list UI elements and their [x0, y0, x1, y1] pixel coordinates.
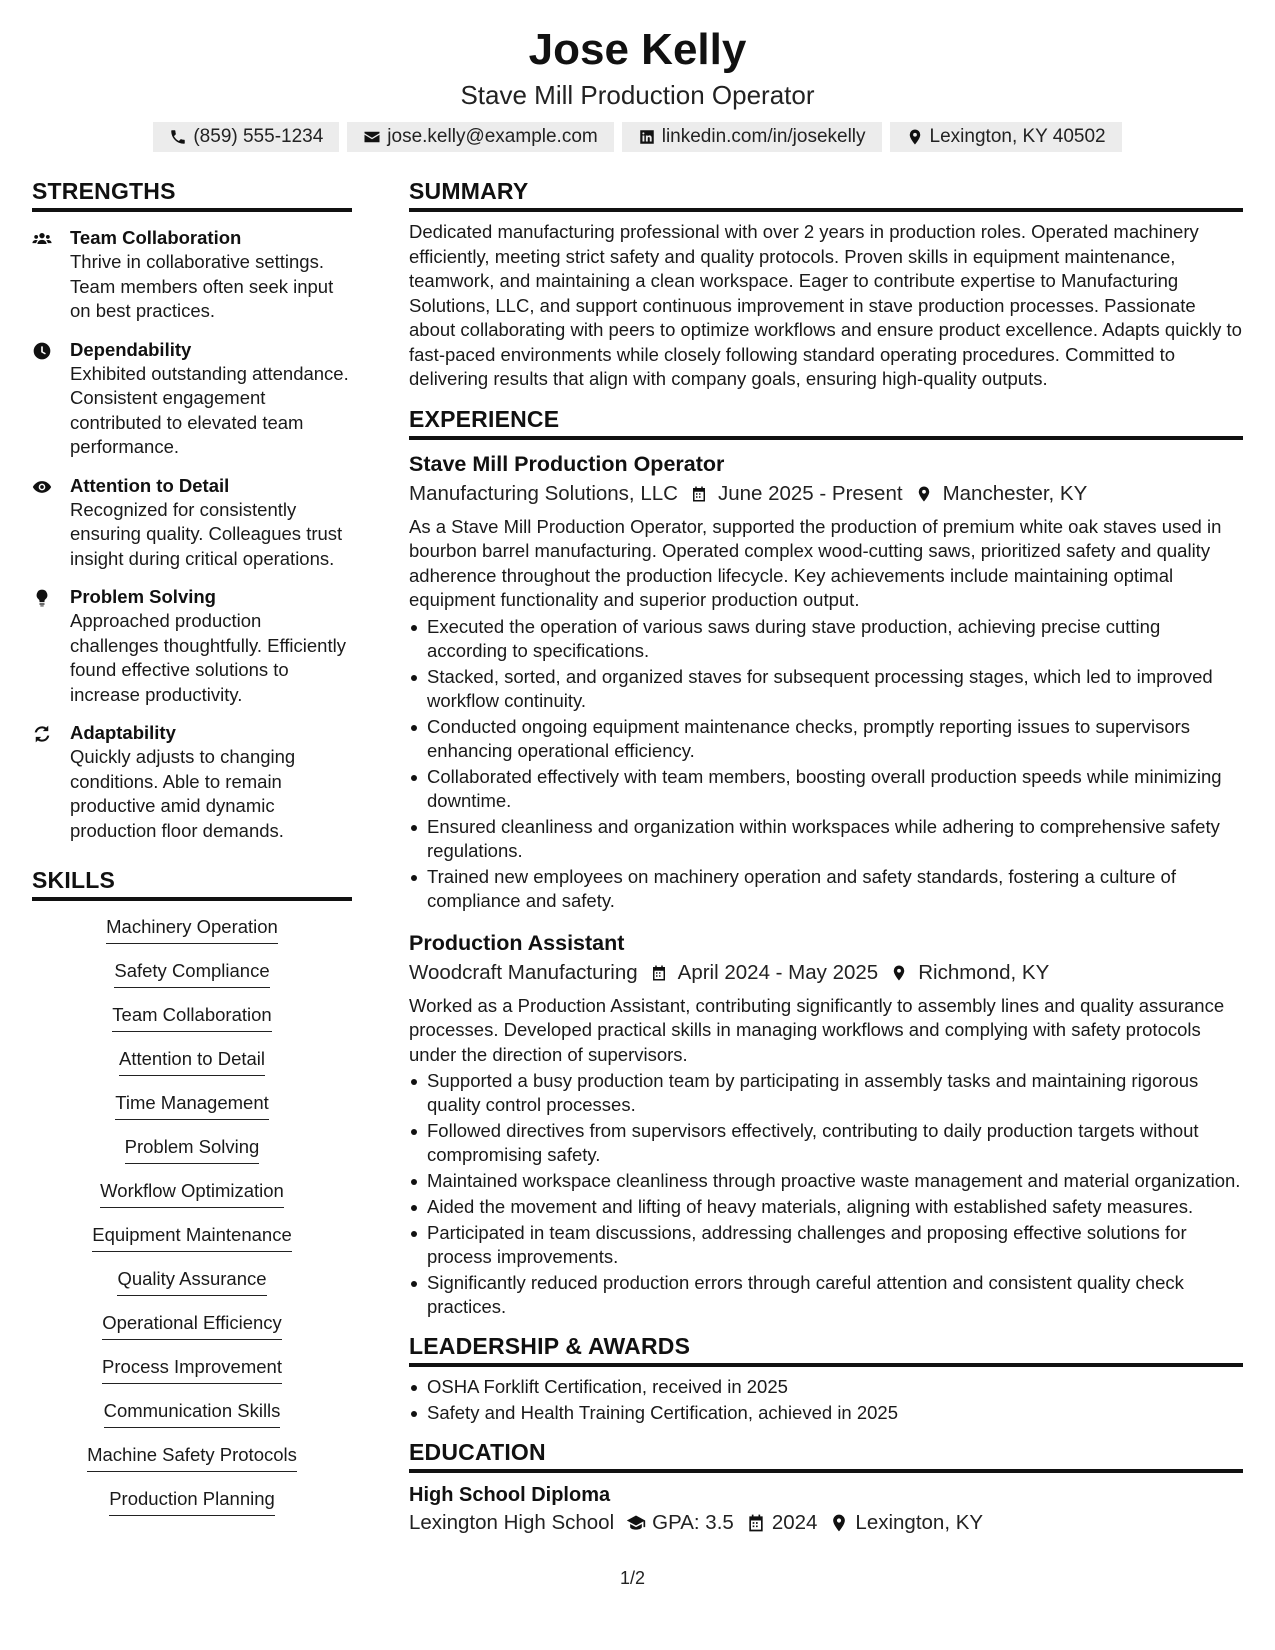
skill-tag: Process Improvement: [102, 1355, 282, 1384]
candidate-title: Stave Mill Production Operator: [460, 80, 815, 110]
skill-tag: Equipment Maintenance: [92, 1223, 292, 1252]
page-number: 1/2: [620, 1568, 646, 1588]
job-bullet: Conducted ongoing equipment maintenance checks, promptly reporting issues to supervisors enhancing operational efficiency.: [409, 715, 1243, 763]
strength-title: Attention to Detail: [70, 474, 230, 496]
job-company: Manufacturing Solutions, LLC: [409, 481, 678, 505]
clock-icon: [32, 341, 52, 361]
job-bullet: Collaborated effectively with team members, boosting overall production speeds while minimizing downtime.: [409, 765, 1243, 813]
education-year: 2024: [771, 1511, 818, 1534]
skill-tag: Time Management: [115, 1091, 269, 1120]
education-school: Lexington High School: [409, 1511, 615, 1534]
skill-tag: Machine Safety Protocols: [87, 1443, 297, 1472]
right-column: [409, 176, 1243, 1537]
map-pin-icon: [890, 964, 908, 982]
job-description: Worked as a Production Assistant, contributing significantly to assembly lines and quality assurance processes. Developed practical skills in managing workflows and complying with safety protocols under the direction of supervisors.: [409, 994, 1225, 1065]
contact-bar: [0, 122, 1275, 152]
job-entry: [409, 929, 1243, 1320]
job-bullet: Maintained workspace cleanliness through proactive waste management and material organization.: [409, 1169, 1243, 1193]
experience-heading: EXPERIENCE: [409, 404, 1243, 440]
summary-text: Dedicated manufacturing professional with over 2 years in production roles. Operated machinery efficiently, meeting strict safety and quality protocols. Proven skills in equipment maintenance, teamwork, and maintaining a clean workspace. Eager to contribute expertise to Manufacturing Solutions, LLC, and support continuous improvement in stave production processes. Passionate about collaborating with peers to optimize workflows and ensure product excellence. Adapts quickly to fast-paced environments while closely following standard operating procedures. Committed to delivering results that align with company goals, ensuring high-quality outputs.: [409, 221, 1242, 389]
awards-section: [409, 1331, 1243, 1425]
job-location: Richmond, KY: [918, 960, 1050, 984]
job-title: Production Assistant: [409, 930, 625, 955]
education-degree: High School Diploma: [409, 1484, 611, 1506]
strength-item: [32, 338, 352, 460]
skill-tag: Communication Skills: [104, 1399, 281, 1428]
skill-tag: Safety Compliance: [114, 959, 269, 988]
job-bullet: Trained new employees on machinery operation and safety standards, fostering a culture of compliance and safety.: [409, 865, 1243, 913]
contact-location: [890, 122, 1122, 152]
job-company: Woodcraft Manufacturing: [409, 960, 638, 984]
strength-item: [32, 226, 352, 324]
map-pin-icon: [906, 128, 924, 146]
contact-phone-text: (859) 555-1234: [193, 126, 324, 147]
job-bullet: Ensured cleanliness and organization within workspaces while adhering to comprehensive safety regulations.: [409, 815, 1243, 863]
refresh-icon: [32, 724, 52, 744]
skill-tag: Workflow Optimization: [100, 1179, 284, 1208]
summary-section: [409, 176, 1243, 392]
summary-heading: SUMMARY: [409, 176, 1243, 212]
skill-tag: Quality Assurance: [117, 1267, 266, 1296]
contact-linkedin-text: linkedin.com/in/josekelly: [661, 126, 866, 147]
strength-item: [32, 721, 352, 843]
award-item: Safety and Health Training Certification, achieved in 2025: [409, 1401, 1243, 1425]
strength-title: Adaptability: [70, 722, 176, 743]
strengths-heading: STRENGTHS: [32, 176, 352, 212]
contact-email-text: jose.kelly@example.com: [387, 126, 598, 147]
job-bullet: Participated in team discussions, addressing challenges and proposing effective solutions for process improvements.: [409, 1221, 1243, 1269]
candidate-name: Jose Kelly: [528, 25, 747, 74]
job-bullet: Aided the movement and lifting of heavy materials, aligning with established safety measures.: [409, 1195, 1243, 1219]
job-meta: [409, 958, 1243, 988]
job-bullet: Executed the operation of various saws during stave production, achieving precise cutting according to specifications.: [409, 615, 1243, 663]
eye-icon: [32, 477, 52, 497]
job-dates: April 2024 - May 2025: [677, 960, 879, 984]
experience-section: [409, 404, 1243, 1320]
contact-phone[interactable]: [153, 122, 339, 152]
education-meta: [409, 1509, 1243, 1537]
job-bullets: [409, 1069, 1243, 1319]
strength-item: [32, 474, 352, 572]
strength-title: Dependability: [70, 338, 192, 360]
strength-desc: Approached production challenges thoughtfully. Efficiently found effective solutions to increase productivity.: [70, 610, 346, 705]
job-meta: [409, 479, 1243, 509]
resume-header: [0, 0, 1275, 152]
map-pin-icon: [829, 1513, 849, 1533]
job-bullet: Followed directives from supervisors effectively, contributing to daily production targets without compromising safety.: [409, 1119, 1243, 1167]
skill-tag: Machinery Operation: [106, 915, 278, 944]
education-gpa: GPA: 3.5: [652, 1511, 734, 1534]
job-bullet: Significantly reduced production errors through careful attention and consistent quality check practices.: [409, 1271, 1243, 1319]
awards-heading: LEADERSHIP & AWARDS: [409, 1331, 1243, 1367]
calendar-icon: [690, 485, 708, 503]
strength-title: Problem Solving: [70, 586, 216, 607]
linkedin-icon: [638, 128, 656, 146]
skill-tag: Operational Efficiency: [102, 1311, 282, 1340]
strength-desc: Quickly adjusts to changing conditions. Able to remain productive amid dynamic production floor demands.: [70, 746, 296, 841]
job-dates: June 2025 - Present: [717, 481, 903, 505]
skills-heading: SKILLS: [32, 865, 352, 901]
calendar-icon: [746, 1513, 766, 1533]
education-section: [409, 1437, 1243, 1537]
job-location: Manchester, KY: [942, 481, 1088, 505]
skills-list: [32, 909, 352, 1516]
strength-item: [32, 585, 352, 707]
skill-tag: Team Collaboration: [112, 1003, 271, 1032]
lightbulb-icon: [32, 588, 52, 608]
job-bullet: Stacked, sorted, and organized staves for subsequent processing stages, which led to improved workflow continuity.: [409, 665, 1243, 713]
contact-email[interactable]: [347, 122, 613, 152]
skills-section: [32, 865, 352, 1516]
contact-linkedin[interactable]: [622, 122, 882, 152]
job-bullets: [409, 615, 1243, 913]
education-location: Lexington, KY: [855, 1511, 984, 1534]
calendar-icon: [650, 964, 668, 982]
left-column: [32, 176, 352, 1516]
strength-title: Team Collaboration: [70, 227, 242, 248]
phone-icon: [169, 128, 187, 146]
graduation-cap-icon: [626, 1513, 646, 1533]
skill-tag: Attention to Detail: [119, 1047, 265, 1076]
awards-list: [409, 1375, 1243, 1425]
skill-tag: Problem Solving: [125, 1135, 260, 1164]
users-icon: [32, 229, 52, 249]
contact-location-text: Lexington, KY 40502: [929, 126, 1106, 147]
award-item: OSHA Forklift Certification, received in 2025: [409, 1375, 1243, 1399]
education-heading: EDUCATION: [409, 1437, 1243, 1473]
job-description: As a Stave Mill Production Operator, supported the production of premium white oak staves used in bourbon barrel manufacturing. Operated complex wood-cutting saws, prioritized safety and quality adherence throughout the production lifecycle. Key achievements include maintaining optimal equipment functionality and superior production output.: [409, 515, 1222, 610]
skill-tag: Production Planning: [109, 1487, 275, 1516]
map-pin-icon: [915, 485, 933, 503]
envelope-icon: [363, 128, 381, 146]
job-bullet: Supported a busy production team by participating in assembly tasks and maintaining rigorous quality control processes.: [409, 1069, 1243, 1117]
job-entry: [409, 450, 1243, 913]
strength-desc: Recognized for consistently ensuring quality. Colleagues trust insight during critical operations.: [70, 498, 343, 569]
strength-desc: Exhibited outstanding attendance. Consistent engagement contributed to elevated team performance.: [70, 362, 349, 457]
strength-desc: Thrive in collaborative settings. Team members often seek input on best practices.: [70, 251, 334, 321]
strengths-section: [32, 176, 352, 843]
job-title: Stave Mill Production Operator: [409, 451, 725, 476]
